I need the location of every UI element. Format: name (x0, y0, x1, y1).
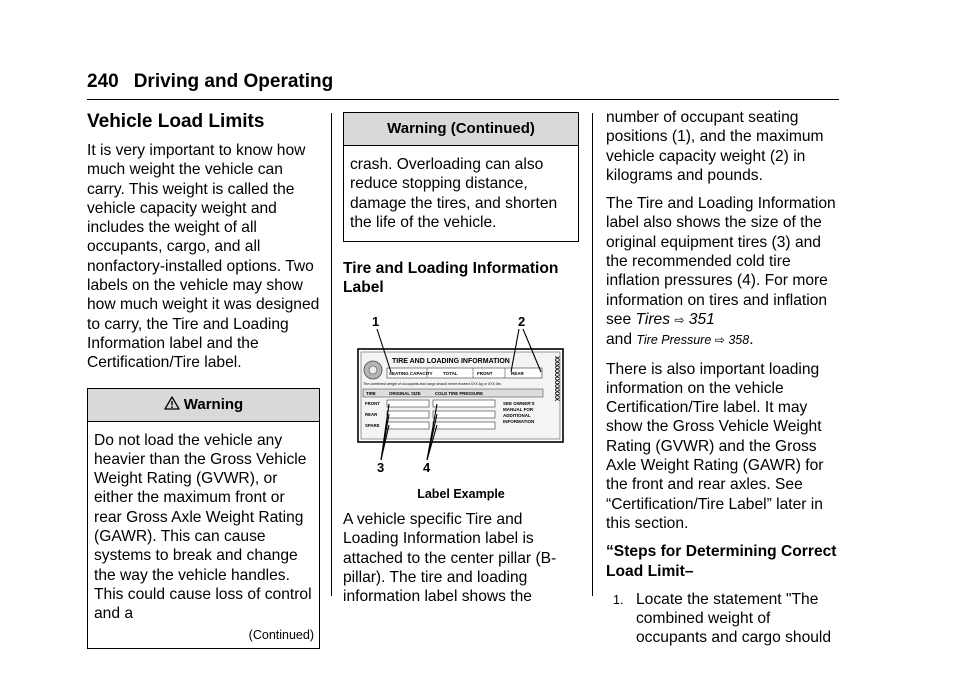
xref-tire-pressure[interactable]: Tire Pressure ⇨ 358 (636, 333, 750, 348)
barcode: XXXXXXXXXXXX (553, 355, 560, 401)
column-divider-1 (331, 113, 332, 596)
svg-text:SEE OWNER'S: SEE OWNER'S (503, 400, 535, 406)
steps-list (606, 590, 844, 648)
page-number: 240 (87, 71, 119, 92)
xref-arrow-icon: ⇨ (674, 312, 685, 327)
svg-text:TIRE: TIRE (366, 390, 376, 396)
warning-box (87, 388, 320, 649)
svg-text:REAR: REAR (365, 411, 378, 417)
warning-continued-text: crash. Overloading can also reduce stopping distance, damage the tires, and shorten the life of the vehicle. (350, 156, 558, 231)
section-title: Driving and Operating (133, 71, 334, 92)
callout-1: 1 (372, 313, 380, 329)
tire-label-illustration (343, 312, 579, 476)
column-1 (87, 108, 320, 649)
warning-continued-body (344, 146, 578, 241)
warning-continued-box (343, 112, 579, 242)
warning-text: Do not load the vehicle any heavier than the Gross Vehicle Weight Rating (GVWR), or either the maximum front or rear Gross Axle Weight Rating (GAWR). This can cause systems to break and change the way the vehicle handles. This could cause loss of control and a (94, 431, 312, 623)
figure-caption: Label Example (417, 487, 505, 502)
svg-text:ORIGINAL SIZE: ORIGINAL SIZE (389, 390, 421, 396)
paragraph-capacity: number of occupant seating positions (1), and the maximum vehicle capacity weight (2) in kilograms and pounds. (606, 109, 824, 184)
label-title: TIRE AND LOADING INFORMATION (392, 357, 510, 365)
svg-text:ADDITIONAL: ADDITIONAL (503, 412, 531, 418)
label-paragraph: A vehicle specific Tire and Loading Information label is attached to the center pillar (B-pillar). The tire and loading information label shows the (343, 511, 557, 606)
svg-text:TOTAL: TOTAL (443, 370, 458, 376)
section-heading: Vehicle Load Limits (87, 111, 265, 132)
callout-4: 4 (423, 459, 431, 475)
xref-arrow-icon: ⇨ (714, 333, 725, 348)
paragraph-tire-info: The Tire and Loading Information label also shows the size of the original equipment tires (3) and the recommended cold tire inflation pressures (4). For more information on tires and inflation see Tires ⇨ 351 and Tire Pressure ⇨ 358. (606, 195, 836, 349)
svg-text:FRONT: FRONT (477, 370, 493, 376)
svg-text:MANUAL FOR: MANUAL FOR (503, 406, 534, 412)
svg-text:SPARE: SPARE (365, 422, 380, 428)
subsection-heading: Tire and Loading Information Label (343, 260, 559, 297)
warning-header (88, 389, 319, 422)
svg-text:COLD TIRE PRESSURE: COLD TIRE PRESSURE (435, 390, 483, 396)
intro-paragraph: It is very important to know how much weight the vehicle can carry. This weight is called the vehicle capacity weight and includes the weight of all occupants, cargo, and all nonfactory-installed options. Two labels on the vehicle may show how much weight it was designed to carry, the Tire and Loading Information label and the Certification/Tire label. (87, 142, 320, 372)
column-3 (606, 108, 844, 648)
svg-text:SEATING CAPACITY: SEATING CAPACITY (389, 370, 433, 376)
svg-text:INFORMATION: INFORMATION (503, 418, 535, 424)
callout-3: 3 (377, 459, 385, 475)
warning-continued-header: Warning (Continued) (344, 113, 578, 146)
continued-note: (Continued) (248, 627, 314, 642)
running-header (87, 70, 839, 94)
callout-2: 2 (518, 313, 526, 329)
warning-icon (164, 396, 180, 410)
warning-body (88, 422, 319, 628)
svg-text:The combined weight of occupan: The combined weight of occupants and cargo should never exceed XXX kg or XXX lbs (363, 381, 501, 386)
list-item: 1. Locate the statement "The combined weight of occupants and cargo should (613, 590, 832, 647)
column-2 (343, 108, 579, 616)
svg-text:FRONT: FRONT (365, 400, 380, 406)
header-rule (87, 99, 839, 100)
column-divider-2 (592, 113, 593, 596)
paragraph-certification: There is also important loading information on the vehicle Certification/Tire label. It may show the Gross Vehicle Weight Rating (GVWR) and the Gross Axle Weight Rating (GAWR) for the front and rear axles. See “Certification/Tire Label” later in this section. (606, 360, 824, 532)
svg-text:REAR: REAR (511, 370, 524, 376)
warning-title: Warning (183, 395, 244, 413)
xref-tires[interactable]: Tires ⇨ 351 (635, 310, 715, 328)
label-figure (343, 312, 579, 502)
steps-heading: “Steps for Determining Correct Load Limit– (606, 543, 837, 580)
